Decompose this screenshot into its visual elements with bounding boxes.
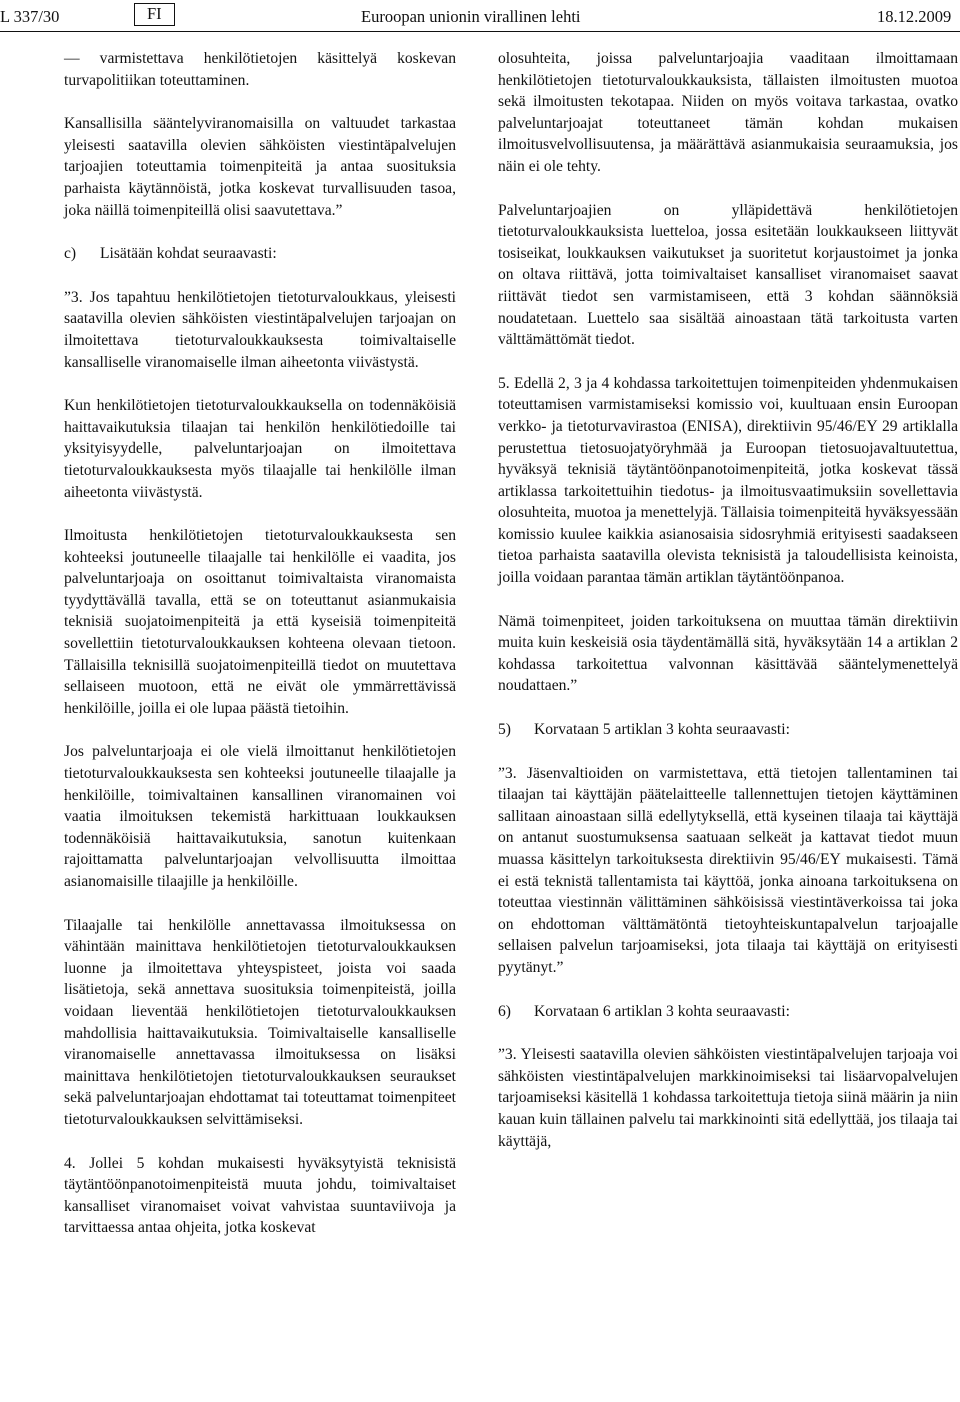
list-item-6 (498, 1001, 958, 1023)
left-paragraph-8: 4. Jollei 5 kohdan mukaisesti hyväksytyistä teknisistä täytäntöönpanotoimenpiteistä muuta johdu, toimivaltaiset kansalliset viranomaiset voivat vahvistaa suuntaviivoja ja tarvittaessa antaa ohjeita, jotka koskevat (64, 1154, 456, 1237)
page-reference: L 337/30 (0, 7, 60, 26)
list-item-c (64, 243, 456, 265)
right-paragraph-5: ”3. Jäsenvaltioiden on varmistettava, että tietojen tallentaminen tai tilaajan tai käyttäjän päätelaitteelle tallennettujen tietojen käyttäminen sallitaan ainoastaan sillä edellytyksellä, että kyseinen tilaaja tai käyttäjä on antanut suostumuksensa saatuaan selkeät ja kattavat tiedot muun muassa käsittelyn tarkoituksesta direktiivin 95/46/EY mukaisesti. Tämä ei estä teknistä tallentamista tai käyttöä, jonka ainoana tarkoituksena on toteuttaa viestinnän välittäminen sähköisissä viestintäverkoissa tai joka on ehdottoman välttämätöntä tietoyhteiskuntapalvelun tarjoajalle sellaisen palvelun tarjoamiseksi, jota tilaaja tai käyttäjä on erityisesti pyytänyt.” (498, 764, 958, 976)
left-paragraph-1: — varmistettava henkilötietojen käsittelyä koskevan turvapolitiikan toteuttaminen. (64, 50, 456, 89)
left-paragraph-6: Jos palveluntarjoaja ei ole vielä ilmoittanut henkilötietojen tietoturvaloukkauksesta sen kohteeksi joutuneelle tilaajalle ja henkilöille, toimivaltainen kansallinen viranomainen voi vaatia ilmoituksen tekemistä harkittuaan loukkauksen todennäköisiä haittavaikutuksia, sanotun kuitenkaan rajoittamatta palveluntarjoajan velvollisuutta ilmoittaa asianomaisille tilaajille ja henkilöille. (64, 743, 456, 890)
right-paragraph-3: 5. Edellä 2, 3 ja 4 kohdassa tarkoitettujen toimenpiteiden yhdenmukaisen toteuttamisen varmistamiseksi komissio voi, kuultuaan ensin Euroopan verkko- ja tietoturvavirastoa (ENISA), direktiivin 95/46/EY 29 artiklalla perustettua tietosuojatyöryhmää ja Euroopan tietosuojavaltuutettua, hyväksyä teknisiä täytäntöönpanotoimenpiteitä, jotka koskevat tässä artiklassa tarkoitettuihin tiedotus- ja ilmoitusvaatimuksiin sovellettavia olosuhteita, muotoa ja menettelyjä. Tällaisia toimenpiteitä hyväksyessään komissio kuulee kaikkia asianosaisia sidosryhmiä erityisesti saadakseen tietoa parhaista saatavilla olevista teknisistä ja taloudellisista keinoista, joilla voidaan parantaa tämän artiklan täytäntöönpanoa. (498, 374, 958, 587)
language-code-box: FI (134, 3, 175, 26)
right-column (498, 48, 958, 1152)
left-paragraph-5: Ilmoitusta henkilötietojen tietoturvaloukkauksesta sen kohteeksi joutuneelle tilaajalle tai henkilölle ei vaadita, jos palveluntarjoaja on osoittanut toimivaltaista viranomaista tyydyttävällä tavalla, että se on toteuttanut asianmukaisia teknisiä suojatoimenpiteitä ja että kyseisiä toimenpiteitä sovellettiin tietoturvaloukkauksen kohteena olevaan tietoon. Tällaisilla teknisillä suojatoimenpiteillä tiedot on muutettava sellaiseen muotoon, että ne eivät ole ymmärrettävissä henkilöille, joilla ei ole lupaa päästä tietoihin. (64, 527, 456, 717)
left-paragraph-2: Kansallisilla sääntelyviranomaisilla on valtuudet tarkastaa yleisesti saatavilla olevien sähköisten viestintäpalvelujen tarjoajien toteuttamia toimenpiteitä ja antaa suosituksia parhaista käytännöistä, jotka koskevat turvallisuuden tasoa, joka näillä toimenpiteillä olisi saavutettava.” (64, 115, 456, 219)
list-item-5-label: 5) (498, 721, 511, 739)
right-paragraph-2: Palveluntarjoajien on ylläpidettävä henkilötietojen tietoturvaloukkauksista luetteloa, jossa esitetään loukkaukseen liittyvät tosiseikat, loukkauksen vaikutukset ja suoritetut korjaustoimet ja jonka on oltava riittävä, jotta toimivaltaiset kansalliset viranomaiset saavat riittävät tiedot sen varmistamiseen, että 3 kohdan säännöksiä noudatetaan. Luettelo saa sisältää ainoastaan tätä tarkoitusta varten välttämättömät tiedot. (498, 201, 958, 349)
list-item-6-label: 6) (498, 1002, 511, 1020)
list-item-5 (498, 719, 958, 741)
list-item-5-text: Korvataan 5 artiklan 3 kohta seuraavasti: (534, 721, 790, 739)
right-paragraph-6: ”3. Yleisesti saatavilla olevien sähköisten viestintäpalvelujen tarjoaja voi sähköisten viestintäpalvelujen markkinoimiseksi tai lisäarvopalvelujen tarjoamiseksi käsitellä 1 kohdassa tarkoitettuja tietoja siinä määrin ja niin kauan kuin tällainen palvelu tai markkinointi sitä edellyttää, jos tilaaja tai käyttäjä, (498, 1046, 958, 1150)
left-paragraph-4: Kun henkilötietojen tietoturvaloukkauksella on todennäköisiä haittavaikutuksia tilaajan tai henkilön henkilötiedoille tai yksityisyydelle, palveluntarjoajan on ilmoitettava tietoturvaloukkauksesta myös tilaajalle tai henkilölle ilman aiheetonta viivästystä. (64, 397, 456, 501)
list-item-c-text: Lisätään kohdat seuraavasti: (100, 245, 277, 263)
journal-title: Euroopan unionin virallinen lehti (361, 7, 581, 26)
list-item-6-text: Korvataan 6 artiklan 3 kohta seuraavasti: (534, 1002, 790, 1020)
left-paragraph-7: Tilaajalle tai henkilölle annettavassa ilmoituksessa on vähintään mainittava henkilötietojen tietoturvaloukkauksen luonne ja ilmoitettava yhteyspisteet, joista voi saada lisätietoja, sekä annettava suosituksia toimenpiteistä, joilla voidaan lieventää henkilötietojen tietoturvaloukkauksen mahdollisia haittavaikutuksia. Toimivaltaiselle kansalliselle viranomaiselle annettavassa ilmoituksessa on lisäksi mainittava henkilötietojen tietoturvaloukkauksen seuraukset sekä palveluntarjoajan ehdottamat tai toteuttamat toimenpiteet tietoturvaloukkauksen selvittämiseksi. (64, 916, 456, 1128)
left-column (64, 48, 456, 1239)
left-paragraph-3: ”3. Jos tapahtuu henkilötietojen tietoturvaloukkaus, yleisesti saatavilla olevien sähköisten viestintäpalvelujen tarjoajan on ilmoitettava tietoturvaloukkauksesta toimivaltaiselle kansalliselle viranomaiselle ilman aiheetonta viivästystä. (64, 288, 456, 371)
right-paragraph-1: olosuhteita, joissa palveluntarjoajia vaaditaan ilmoittamaan henkilötietojen tietoturvaloukkauksista, tällaisten ilmoitusten muotoa sekä ilmoitusten tekotapaa. Niiden on myös voitava tarkastaa, ovatko palveluntarjoajat toteuttaneet tämän kohdan mukaisen ilmoitusvelvollisuutensa, ja määrättävä asianmukaisia seuraamuksia, jos näin ei ole tehty. (498, 50, 958, 175)
page-header (0, 0, 960, 34)
publication-date: 18.12.2009 (877, 7, 952, 26)
right-paragraph-4: Nämä toimenpiteet, joiden tarkoituksena on muuttaa tämän direktiivin muita kuin keskeisiä osia täydentämällä sitä, hyväksytään 14 a artiklan 2 kohdassa tarkoitettua valvonnan käsittävää sääntelymenettelyä noudattaen.” (498, 612, 958, 695)
header-rule (0, 31, 960, 32)
list-item-c-label: c) (64, 245, 77, 263)
